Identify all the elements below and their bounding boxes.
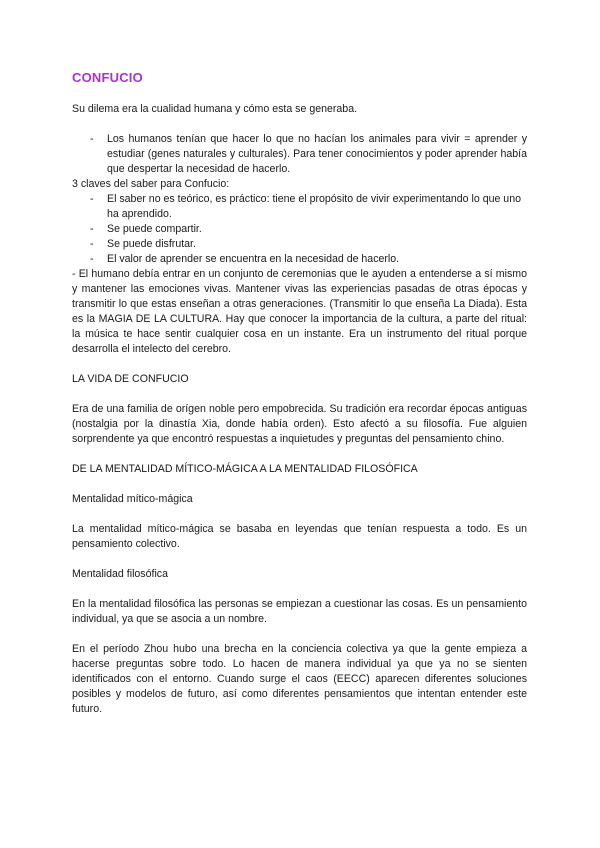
list-item-text: Se puede compartir. (107, 223, 202, 235)
zhou-paragraph: En el período Zhou hubo una brecha en la conciencia colectiva ya que la gente empieza a hacerse preguntas sobre todo. Lo hacen de manera individual ya que ya no se sienten identificados con el entorno. Cuando surge el caos (EECC) aparecen diferentes soluciones posibles y modelos de futuro, así como diferentes pensamientos que intentan entender este futuro. (72, 643, 527, 715)
dash-bullet: - (90, 253, 94, 265)
document-content (72, 70, 527, 732)
dash-bullet: - (90, 133, 94, 145)
list-item (72, 222, 527, 237)
list-item-text: Se puede disfrutar. (107, 238, 196, 250)
list-item (72, 132, 527, 177)
vida-paragraph: Era de una familia de orígen noble pero empobrecida. Su tradición era recordar épocas antiguas (nostalgia por la dinastía Xia, donde había orden). Esto afectó a su filosofía. Fue alguien sorprendente ya que encontró respuestas a inquietudes y preguntas del pensamiento chino. (72, 403, 527, 445)
list-item-text: Los humanos tenían que hacer lo que no hacían los animales para vivir = aprender y estudiar (genes naturales y culturales). Para tener conocimientos y poder aprender había que despertar la necesidad de hacerlo. (107, 133, 527, 175)
claves-heading: 3 claves del saber para Confucio: (72, 178, 230, 190)
list-item-text: El valor de aprender se encuentra en la necesidad de hacerlo. (107, 253, 400, 265)
intro-list (72, 132, 527, 177)
mitico-paragraph: La mentalidad mítico-mágica se basaba en leyendas que tenían respuesta a todo. Es un pensamiento colectivo. (72, 523, 527, 550)
ceremonias-paragraph: - El humano debía entrar en un conjunto de ceremonias que le ayuden a entenderse a sí mismo y mantener las emociones vivas. Mantener vivas las experiencias pasadas de otras épocas y transmitir lo que estas enseñan a otras generaciones. (Transmitir lo que enseña La Diada). Esta es la MAGIA DE LA CULTURA. Hay que conocer la importancia de la cultura, a parte del ritual: la música te hace sentir cualquier cosa en un instante. Era un instrumento del ritual porque desarrolla el intelecto del cerebro. (72, 268, 527, 355)
dash-bullet: - (90, 238, 94, 250)
list-item-text: El saber no es teórico, es práctico: tiene el propósito de vivir experimentando lo que uno ha aprendido. (107, 193, 521, 220)
filosofica-paragraph: En la mentalidad filosófica las personas se empiezan a cuestionar las cosas. Es un pensamiento individual, ya que se asocia a un nombre. (72, 598, 527, 625)
filosofica-heading: Mentalidad filosófica (72, 568, 168, 580)
page-title: CONFUCIO (72, 70, 143, 85)
claves-list (72, 192, 527, 267)
mitico-heading: Mentalidad mítico-mágica (72, 493, 193, 505)
dash-bullet: - (90, 223, 94, 235)
vida-heading: LA VIDA DE CONFUCIO (72, 373, 189, 385)
intro-paragraph: Su dilema era la cualidad humana y cómo esta se generaba. (72, 103, 358, 115)
list-item (72, 192, 527, 222)
mentalidad-heading: DE LA MENTALIDAD MÍTICO-MÁGICA A LA MENTALIDAD FILOSÓFICA (72, 463, 418, 475)
list-item (72, 237, 527, 252)
dash-bullet: - (90, 193, 94, 205)
list-item (72, 252, 527, 267)
